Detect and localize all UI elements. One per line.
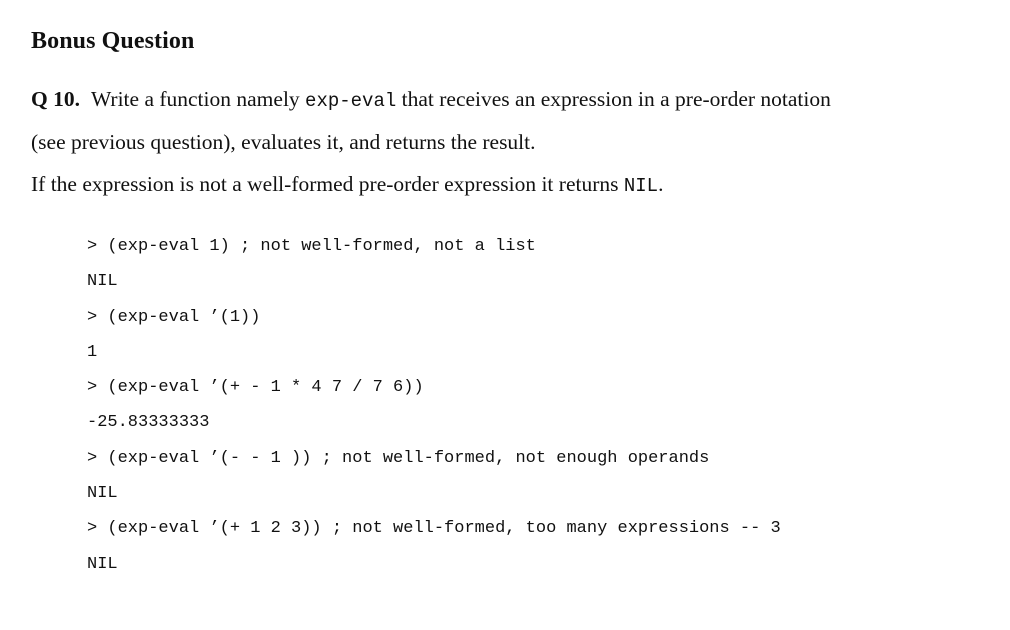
nil-code: NIL [623, 175, 659, 197]
code-line: NIL [87, 554, 118, 574]
code-examples [87, 236, 781, 589]
code-line: > (exp-eval ’(+ 1 2 3)) ; not well-formed, too many expressions -- 3 [87, 519, 781, 539]
code-line: 1 [87, 342, 98, 362]
code-line: > (exp-eval ’(- - 1 )) ; not well-formed, not enough operands [87, 448, 710, 468]
question-text-1a: Write a function namely [90, 87, 300, 111]
question-line-2 [31, 132, 536, 154]
question-line-1 [31, 89, 831, 111]
code-line: > (exp-eval ’(1)) [87, 307, 261, 327]
question-text-2: (see previous question), evaluates it, and returns the result. [31, 130, 536, 154]
section-heading: Bonus Question [31, 28, 195, 54]
function-name-code: exp-eval [305, 90, 397, 112]
question-text-3a: If the expression is not a well-formed pre-order expression it returns [31, 172, 619, 196]
code-line: > (exp-eval ’(+ - 1 * 4 7 / 7 6)) [87, 378, 424, 398]
question-line-3 [31, 174, 663, 196]
question-number: Q 10. [31, 87, 80, 111]
code-line: NIL [87, 484, 118, 504]
question-text-3b: . [658, 172, 664, 196]
code-line: NIL [87, 272, 118, 292]
code-line: > (exp-eval 1) ; not well-formed, not a list [87, 237, 536, 256]
code-line: -25.83333333 [87, 413, 210, 433]
question-text-1b: that receives an expression in a pre-order notation [401, 87, 831, 111]
